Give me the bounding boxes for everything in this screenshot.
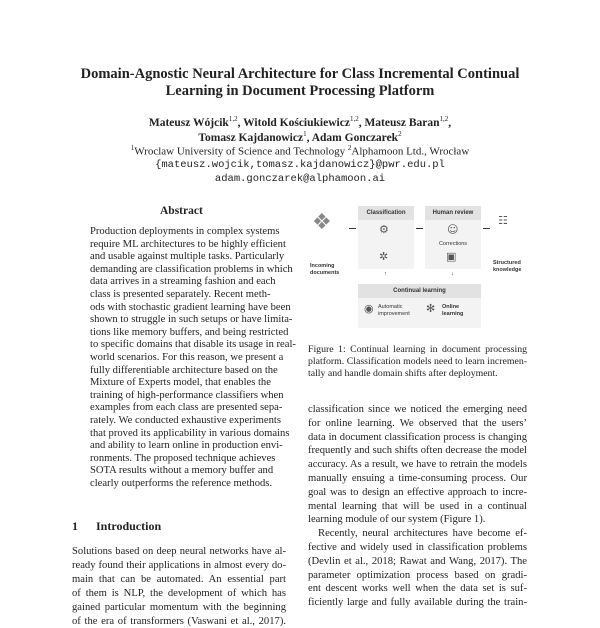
text-line: parameter optimization process based on gradi- — [308, 569, 527, 581]
author: Tomasz Kajdanowicz — [198, 131, 304, 144]
text-line: that proved its applicability in various domains — [90, 427, 290, 439]
text-line: of the era of transformers (Vaswani et al., 2017). — [72, 616, 286, 627]
author: Witold Kościukiewicz — [243, 116, 350, 129]
text-line: Mixture of Experts model, that enables the — [90, 377, 271, 389]
text-line: clearly outperforms the reference methods. — [90, 478, 273, 489]
text-line: ronments. The proposed technique achieves — [90, 452, 276, 464]
text-line: data in document classification process is changing — [308, 431, 527, 443]
text-line: tions like memory buffers, and being restricted — [90, 326, 289, 338]
text-line: accuracy. As a result, we have to retrain the models — [308, 459, 527, 471]
text-line: for online learning. We observed that the users’ — [308, 417, 527, 429]
text-line: Recently, neural architectures have become ef- — [318, 528, 527, 540]
abstract-heading: Abstract — [160, 205, 203, 217]
text-line: main that can be automated. An essential part — [72, 574, 286, 585]
text-line: ready found their applications in almost every do- — [72, 560, 286, 571]
section-title: Introduction — [96, 519, 162, 533]
documents-cluster-icon: ❖ — [312, 210, 332, 235]
arrow — [416, 228, 423, 229]
text-line: ficiently large and fully available during the train- — [308, 597, 527, 609]
paper-title-line-1: Domain-Agnostic Neural Architecture for Class Incremental Continual — [80, 66, 520, 82]
authors-line-2: Tomasz Kajdanowicz$^1$, Adam Gonczarek$^2$ — [198, 130, 402, 144]
fig-structured-knowledge: Structured knowledge — [493, 260, 522, 273]
author: Adam Gonczarek — [311, 131, 399, 144]
text-line: mental learning that will be used in a continual — [308, 500, 527, 512]
network-icon: ✲ — [379, 250, 389, 263]
authors-line-1: Mateusz Wójcik$^{1,2}$, Witold Kościukiewicz$^{1,2}$, Mateusz Baran$^{1,2}$, — [148, 115, 452, 129]
text-line: data arrives in a streaming fashion and each — [90, 276, 276, 288]
section-heading-introduction — [72, 519, 161, 534]
classification-box — [358, 206, 414, 269]
text-line: of them is NLP, the development of which has — [72, 588, 286, 599]
text-line: Production deployments in complex systems — [90, 226, 280, 237]
arrow-up: ↑ — [384, 271, 387, 277]
text-line: class is presented separately. Recent meth- — [90, 289, 271, 300]
affil-marker: 1 — [130, 144, 135, 152]
author-affil: 1,2 — [349, 115, 359, 123]
text-line: world scenarios. For this reason, we present a — [90, 352, 284, 363]
text-line: examples from each class are presented sepa- — [90, 402, 283, 414]
author: Mateusz Wójcik — [148, 116, 229, 129]
fig-automatic-improvement: Automatic improvement — [378, 304, 410, 317]
text-line: fective and widely used in classification problems — [308, 542, 527, 553]
document-edit-icon: ▣ — [446, 250, 457, 263]
model-icon: ⚙ — [379, 223, 389, 236]
arrow — [349, 228, 356, 229]
email-line-1: {mateusz.wojcik,tomasz.kajdanowicz}@pwr.edu.pl — [155, 159, 445, 171]
text-line: goal was to design an effective approach to incre- — [308, 486, 527, 498]
text-line: require ML architectures to be highly efficient — [90, 238, 286, 250]
text-line: to specific domains that disable its usage in real- — [90, 339, 296, 351]
fig-corrections: Corrections — [438, 241, 468, 247]
text-line: learning module of our system (Figure 1). — [308, 514, 486, 526]
text-line: ods with stochastic gradient learning have been — [90, 301, 291, 313]
text-line: tally and handle domain shifts after deployment. — [308, 368, 498, 379]
email-line-2: adam.gonczarek@alphamoon.ai — [214, 173, 386, 185]
author-affil: 1,2 — [228, 115, 238, 123]
author: Mateusz Baran — [364, 116, 440, 129]
text-line: demanding are classification problems in which — [90, 263, 293, 275]
text-line: shown to struggle in such setups or have limita- — [90, 314, 293, 326]
affil-marker: 2 — [347, 144, 352, 152]
text-line: and ability to learn online in production envi- — [90, 440, 283, 452]
affiliations — [0, 144, 600, 158]
fig-online-learning: Online learning — [442, 304, 464, 317]
affiliation: Wroclaw University of Science and Technology — [134, 145, 346, 158]
text-line: gained particular momentum with the beginning — [72, 602, 286, 613]
section-number: 1 — [72, 519, 78, 533]
affiliation: Alphamoon Ltd., Wrocław — [351, 145, 470, 158]
text-line: classification since we noticed the emerging need — [308, 404, 527, 415]
text-line: platform. Classification models need to learn incremen- — [308, 356, 527, 367]
arrow — [483, 228, 490, 229]
text-line: rately. We conducted exhaustive experiments — [90, 415, 281, 426]
author-affil: 1,2 — [439, 115, 449, 123]
gauge-icon: ◉ — [364, 302, 374, 315]
text-line: frequently and such shifts often decrease the model — [308, 445, 527, 457]
continual-learning-box — [358, 284, 481, 328]
fig-incoming-documents: Incoming documents — [310, 263, 340, 276]
author-affil: 2 — [398, 130, 402, 138]
human-review-header: Human review — [425, 206, 481, 220]
classification-header: Classification — [358, 206, 414, 220]
text-line: Figure 1: Continual learning in document processing — [308, 344, 527, 355]
person-icon: ☺ — [447, 223, 459, 236]
text-line: ent descent works well when the data set is suf- — [308, 583, 527, 595]
structured-knowledge-icon: ☷ — [498, 214, 508, 227]
paper-title-line-2: Learning in Document Processing Platform — [165, 83, 435, 99]
text-line: training of high-performance classifiers when — [90, 389, 284, 401]
learning-icon: ✻ — [426, 302, 436, 315]
text-line: Solutions based on deep neural networks have al- — [72, 546, 286, 557]
arrow-down: ↓ — [451, 271, 454, 277]
continual-learning-header: Continual learning — [358, 284, 481, 298]
text-line: and usable against multiple tasks. Particularly — [90, 251, 285, 263]
text-line: fully differentiable architecture based on the — [90, 364, 278, 376]
text-line: (Devlin et al., 2018; Rawat and Wang, 2017). The — [308, 555, 527, 567]
human-review-box — [425, 206, 481, 269]
author-affil: 1 — [303, 130, 307, 138]
text-line: manually ensuing a time-consuming process. Our — [308, 473, 527, 484]
text-line: SOTA results without a memory buffer and — [90, 465, 274, 477]
